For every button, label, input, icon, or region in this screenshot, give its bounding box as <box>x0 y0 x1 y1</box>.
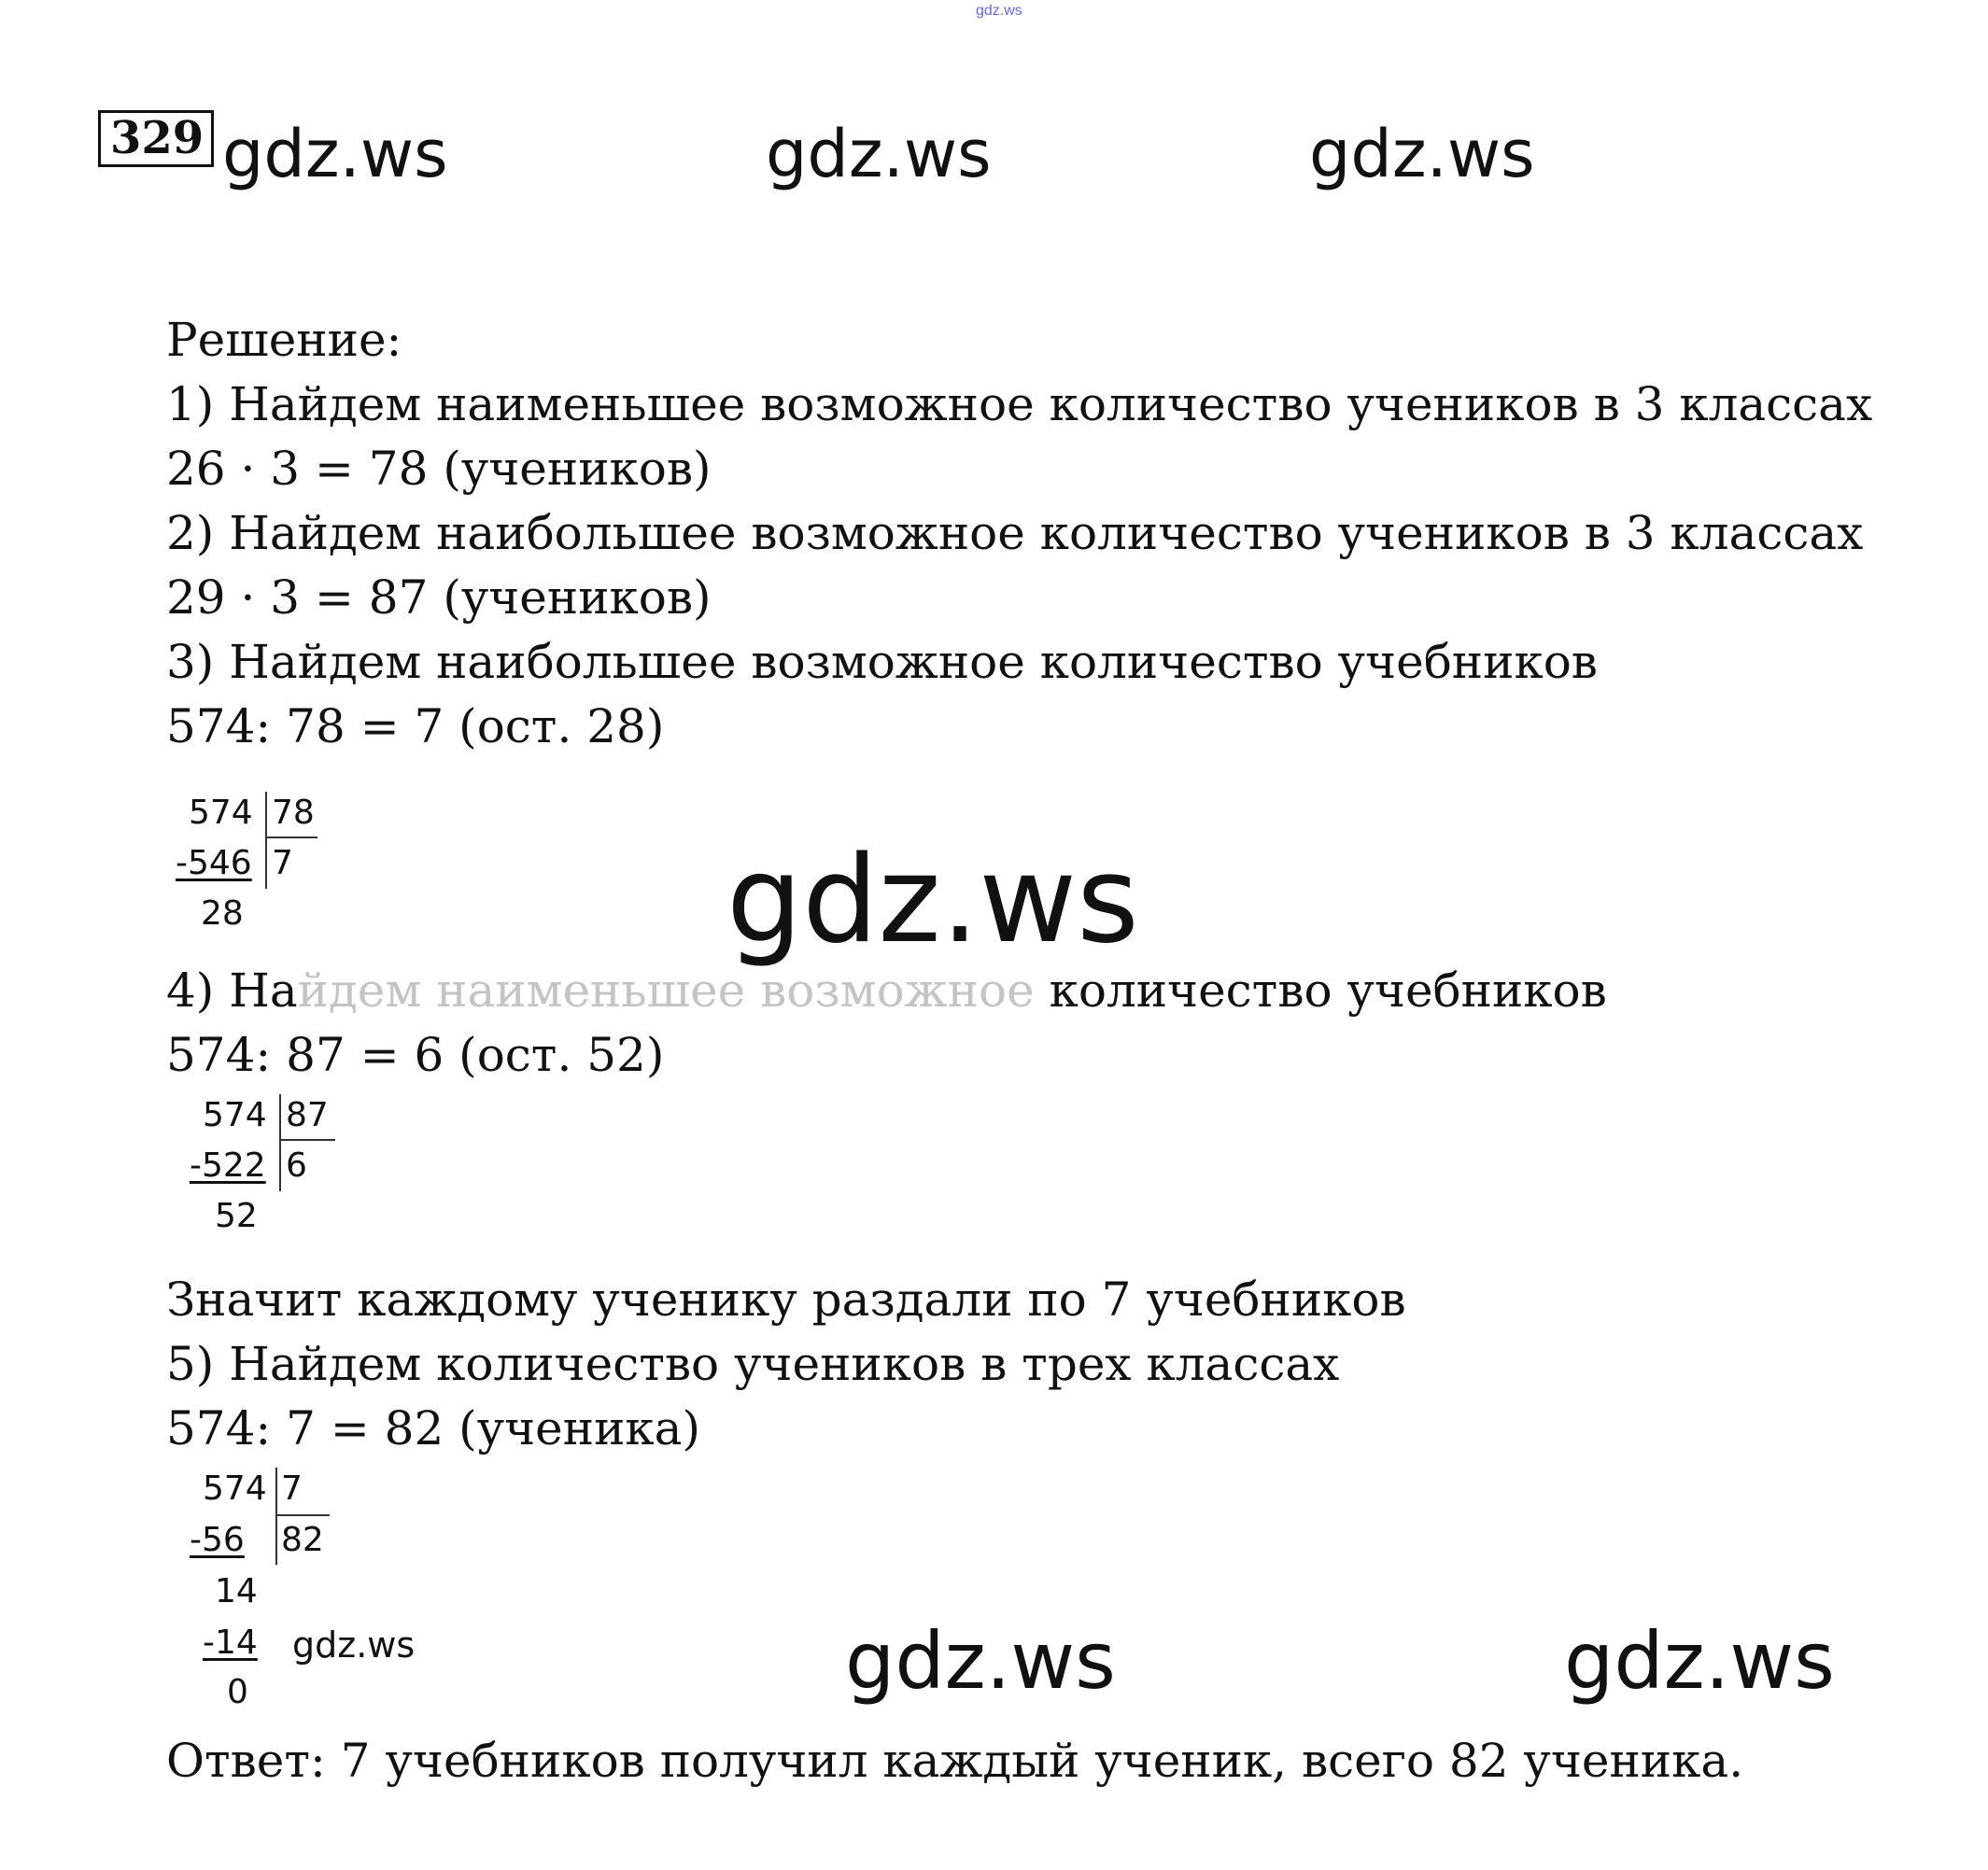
step-4-text-d: количество учебников <box>1034 963 1607 1018</box>
division-divisor-line <box>279 1139 335 1141</box>
watermark-bottom-2: gdz.ws <box>1564 1615 1835 1707</box>
subtrahend: -546 <box>176 844 252 882</box>
step-3: 3) Найдем наибольшее возможное количество учебников <box>166 635 1598 689</box>
step-4-text-b: йдем н <box>297 963 468 1018</box>
quotient: 7 <box>272 844 293 882</box>
watermark-header-2: gdz.ws <box>766 116 992 192</box>
dividend: 574 <box>189 794 253 832</box>
division-divisor-line <box>275 1514 330 1516</box>
divisor: 78 <box>272 794 315 832</box>
problem-number: 329 <box>98 110 214 167</box>
subtrahend: -522 <box>190 1146 266 1185</box>
solution-heading: Решение: <box>166 313 402 367</box>
quotient: 82 <box>281 1521 324 1559</box>
long-division-2 <box>190 1090 348 1249</box>
remainder: 28 <box>201 894 244 933</box>
watermark-header-1: gdz.ws <box>222 116 448 192</box>
division-divisor-line <box>265 837 317 838</box>
remainder: 0 <box>227 1673 248 1711</box>
division-vertical-line <box>275 1468 277 1565</box>
calc-5: 574: 7 = 82 (ученика) <box>166 1401 700 1455</box>
step-4-text-a: 4) На <box>166 963 298 1018</box>
step-2: 2) Найдем наибольшее возможное количество учеников в 3 классах <box>166 506 1864 560</box>
watermark-big: gdz.ws <box>726 831 1139 970</box>
step-4 <box>166 961 1607 1020</box>
division-vertical-line <box>279 1094 281 1191</box>
step-5: 5) Найдем количество учеников в трех классах <box>166 1337 1340 1391</box>
long-division-1 <box>176 788 334 947</box>
calc-3: 574: 78 = 7 (ост. 28) <box>166 699 665 753</box>
calc-2: 29 · 3 = 87 (учеников) <box>166 570 712 625</box>
dividend: 574 <box>203 1096 267 1134</box>
division-vertical-line <box>265 792 267 889</box>
watermark-small: gdz.ws <box>292 1624 416 1666</box>
dividend: 574 <box>203 1469 267 1508</box>
watermark-bottom-1: gdz.ws <box>845 1615 1116 1707</box>
partial-remainder: 14 <box>215 1572 258 1610</box>
calc-4: 574: 87 = 6 (ост. 52) <box>166 1028 665 1082</box>
step-1: 1) Найдем наименьшее возможное количество учеников в 3 классах <box>166 377 1873 431</box>
subtrahend-2: -14 <box>203 1624 258 1662</box>
calc-1: 26 · 3 = 78 (учеников) <box>166 442 712 496</box>
step-4-text-c: аименьшее возможное <box>467 963 1035 1018</box>
divisor: 87 <box>286 1096 329 1134</box>
answer: Ответ: 7 учебников получил каждый ученик, всего 82 ученика. <box>166 1734 1744 1788</box>
watermark-header-3: gdz.ws <box>1309 116 1535 192</box>
subtrahend: -56 <box>190 1521 245 1559</box>
long-division-3 <box>190 1464 348 1735</box>
remainder: 52 <box>215 1197 258 1235</box>
tiny-watermark: gdz.ws <box>976 3 1022 19</box>
quotient: 6 <box>286 1146 307 1185</box>
conclusion: Значит каждому ученику раздали по 7 учебников <box>166 1272 1406 1327</box>
divisor: 7 <box>281 1469 303 1508</box>
